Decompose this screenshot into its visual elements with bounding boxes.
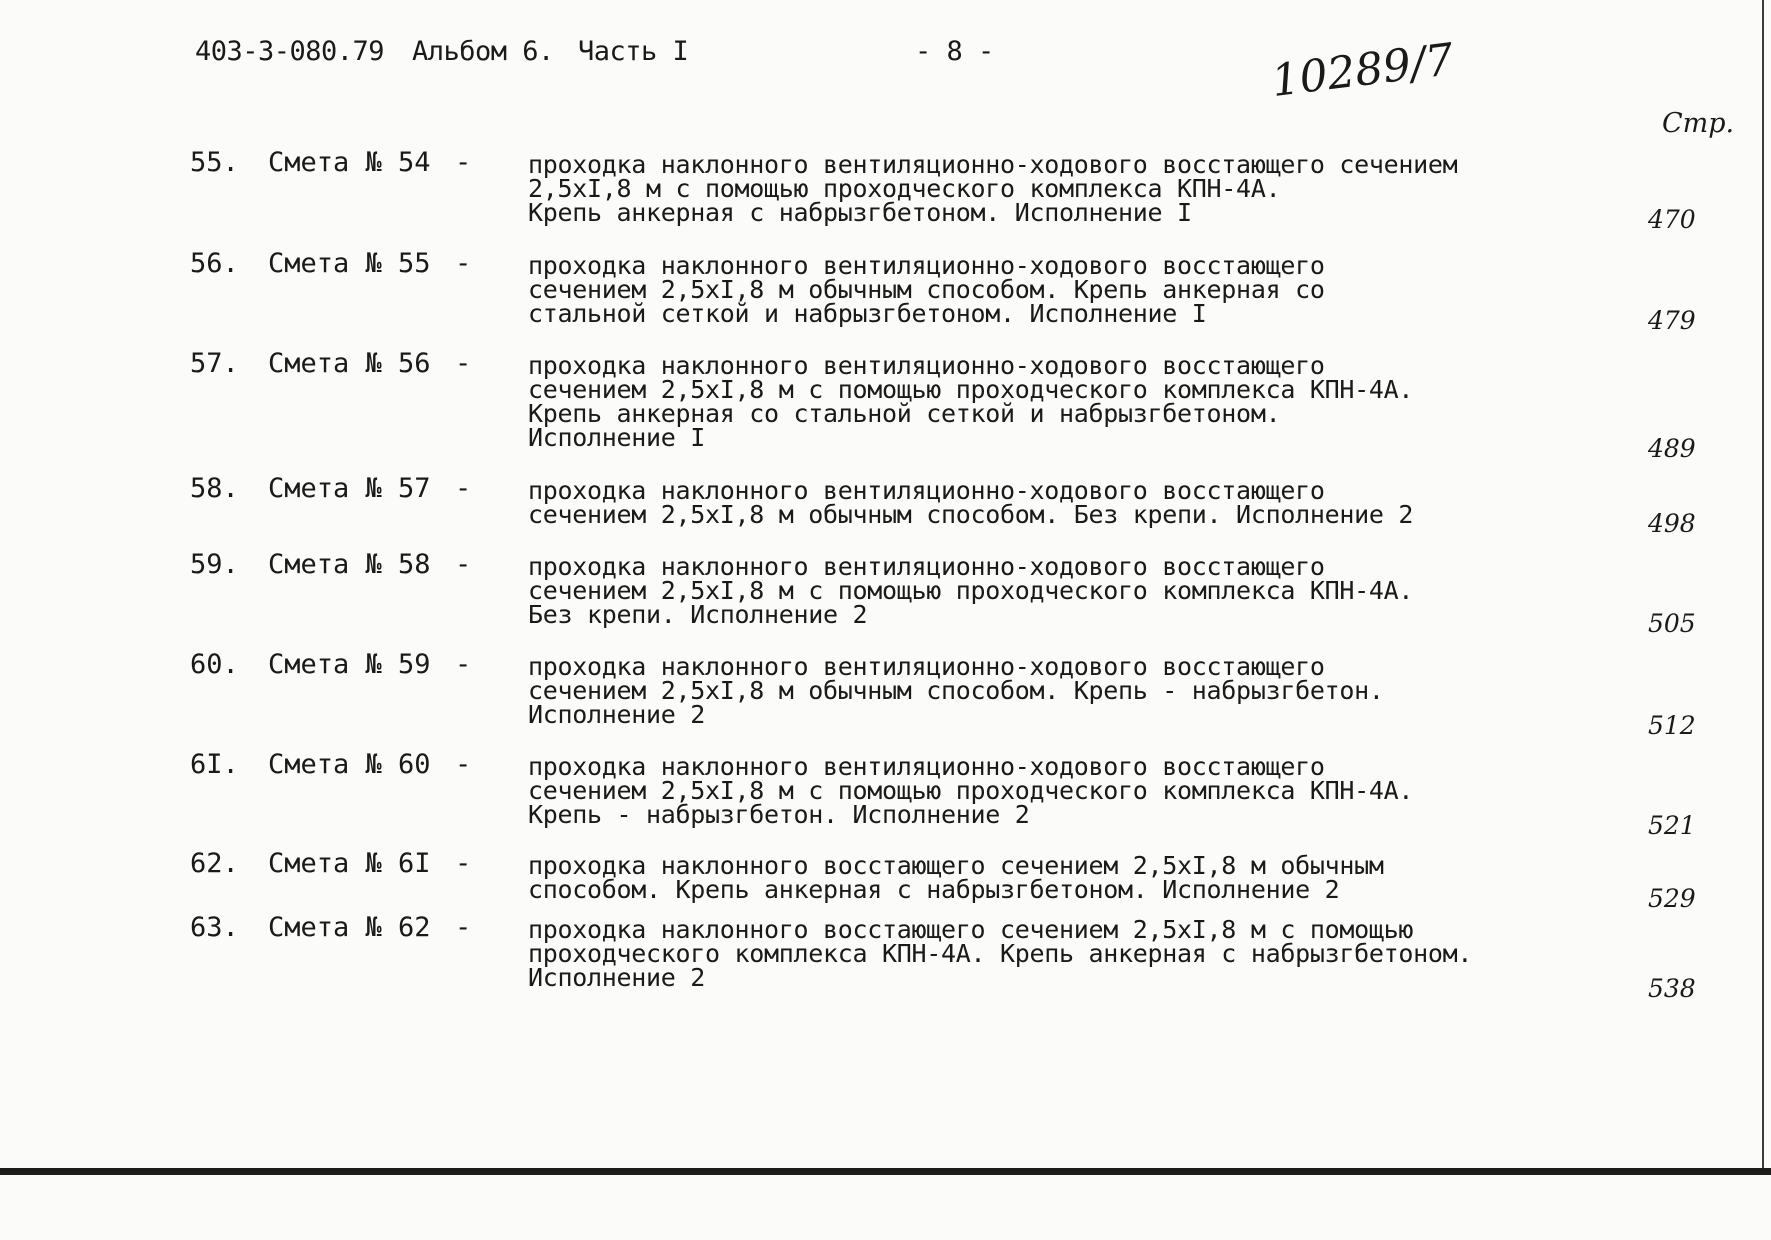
entry-description [528, 752, 1528, 829]
entry-estimate: Смета № 54 [268, 147, 431, 178]
entry-dash: - [455, 848, 472, 879]
entry-line: стальной сеткой и набрызгбетоном. Исполнение I [528, 299, 1207, 328]
entry-line: проходческого комплекса КПН-4А. Крепь анкерная с набрызгбетоном. [528, 939, 1473, 968]
entry-line: сечением 2,5хI,8 м с помощью проходческого комплекса КПН-4А. [528, 776, 1414, 805]
entry-number: 59. [190, 549, 239, 580]
entry-page: 529 [1648, 884, 1696, 913]
entry-page: 470 [1648, 205, 1696, 234]
entry-description [528, 251, 1528, 328]
entry-line: Исполнение 2 [528, 700, 706, 729]
entry-page: 505 [1648, 609, 1696, 638]
entry-line: проходка наклонного вентиляционно-ходового восстающего [528, 552, 1325, 581]
entry-line: способом. Крепь анкерная с набрызгбетоном. Исполнение 2 [528, 875, 1340, 904]
scan-edge-bottom [0, 1168, 1771, 1175]
entry-line: проходка наклонного вентиляционно-ходового восстающего [528, 351, 1325, 380]
entry-line: Исполнение I [528, 423, 706, 452]
entry-dash: - [455, 248, 472, 279]
entry-number: 56. [190, 248, 239, 279]
entry-estimate: Смета № 59 [268, 649, 431, 680]
entry-dash: - [455, 912, 472, 943]
entry-description [528, 915, 1528, 992]
entry-number: 6I. [190, 749, 239, 780]
entry-line: сечением 2,5хI,8 м обычным способом. Без крепи. Исполнение 2 [528, 500, 1414, 529]
entry-number: 55. [190, 147, 239, 178]
album-label: Альбом 6. [412, 36, 554, 67]
page-number: - 8 - [915, 36, 994, 67]
entry-dash: - [455, 147, 472, 178]
entry-line: проходка наклонного вентиляционно-ходового восстающего [528, 652, 1325, 681]
entry-line: проходка наклонного вентиляционно-ходового восстающего [528, 476, 1325, 505]
entry-number: 62. [190, 848, 239, 879]
entry-dash: - [455, 549, 472, 580]
entry-number: 60. [190, 649, 239, 680]
inventory-number: 10289/7 [1268, 34, 1457, 107]
entry-description [528, 851, 1528, 904]
entry-estimate: Смета № 60 [268, 749, 431, 780]
entry-page: 498 [1648, 509, 1696, 538]
entry-line: 2,5хI,8 м с помощью проходческого комплекса КПН-4А. [528, 174, 1281, 203]
entry-line: проходка наклонного восстающего сечением 2,5хI,8 м обычным [528, 851, 1384, 880]
entry-estimate: Смета № 55 [268, 248, 431, 279]
document-code: 403-3-080.79 [195, 36, 385, 67]
entry-estimate: Смета № 58 [268, 549, 431, 580]
entry-line: проходка наклонного вентиляционно-ходового восстающего сечением [528, 150, 1458, 179]
entry-number: 58. [190, 473, 239, 504]
entry-line: сечением 2,5хI,8 м обычным способом. Крепь - набрызгбетон. [528, 676, 1384, 705]
entry-description [528, 552, 1528, 629]
entry-dash: - [455, 348, 472, 379]
entry-number: 57. [190, 348, 239, 379]
entry-page: 538 [1648, 974, 1696, 1003]
entry-line: сечением 2,5хI,8 м с помощью проходческого комплекса КПН-4А. [528, 375, 1414, 404]
entry-dash: - [455, 473, 472, 504]
entry-line: проходка наклонного восстающего сечением 2,5хI,8 м с помощью [528, 915, 1414, 944]
entry-estimate: Смета № 57 [268, 473, 431, 504]
entry-line: Исполнение 2 [528, 963, 706, 992]
entry-line: проходка наклонного вентиляционно-ходового восстающего [528, 752, 1325, 781]
entry-line: Без крепи. Исполнение 2 [528, 600, 868, 629]
entry-estimate: Смета № 56 [268, 348, 431, 379]
page-column-label: Стр. [1662, 108, 1735, 139]
entry-page: 479 [1648, 306, 1696, 335]
entry-description [528, 351, 1528, 452]
entry-dash: - [455, 649, 472, 680]
entry-page: 512 [1648, 711, 1696, 740]
entry-line: сечением 2,5хI,8 м с помощью проходческого комплекса КПН-4А. [528, 576, 1414, 605]
entry-line: сечением 2,5хI,8 м обычным способом. Крепь анкерная со [528, 275, 1325, 304]
entry-estimate: Смета № 6I [268, 848, 431, 879]
entry-line: Крепь анкерная со стальной сеткой и набрызгбетоном. [528, 399, 1281, 428]
entry-estimate: Смета № 62 [268, 912, 431, 943]
entry-line: Крепь анкерная с набрызгбетоном. Исполнение I [528, 198, 1192, 227]
entry-page: 489 [1648, 434, 1696, 463]
entry-dash: - [455, 749, 472, 780]
scan-edge-right [1762, 0, 1764, 1175]
entry-line: проходка наклонного вентиляционно-ходового восстающего [528, 251, 1325, 280]
part-label: Часть I [578, 36, 689, 67]
entry-description [528, 476, 1528, 529]
entry-description [528, 652, 1528, 729]
entry-number: 63. [190, 912, 239, 943]
entry-line: Крепь - набрызгбетон. Исполнение 2 [528, 800, 1030, 829]
entry-description [528, 150, 1528, 227]
entry-page: 521 [1648, 811, 1696, 840]
